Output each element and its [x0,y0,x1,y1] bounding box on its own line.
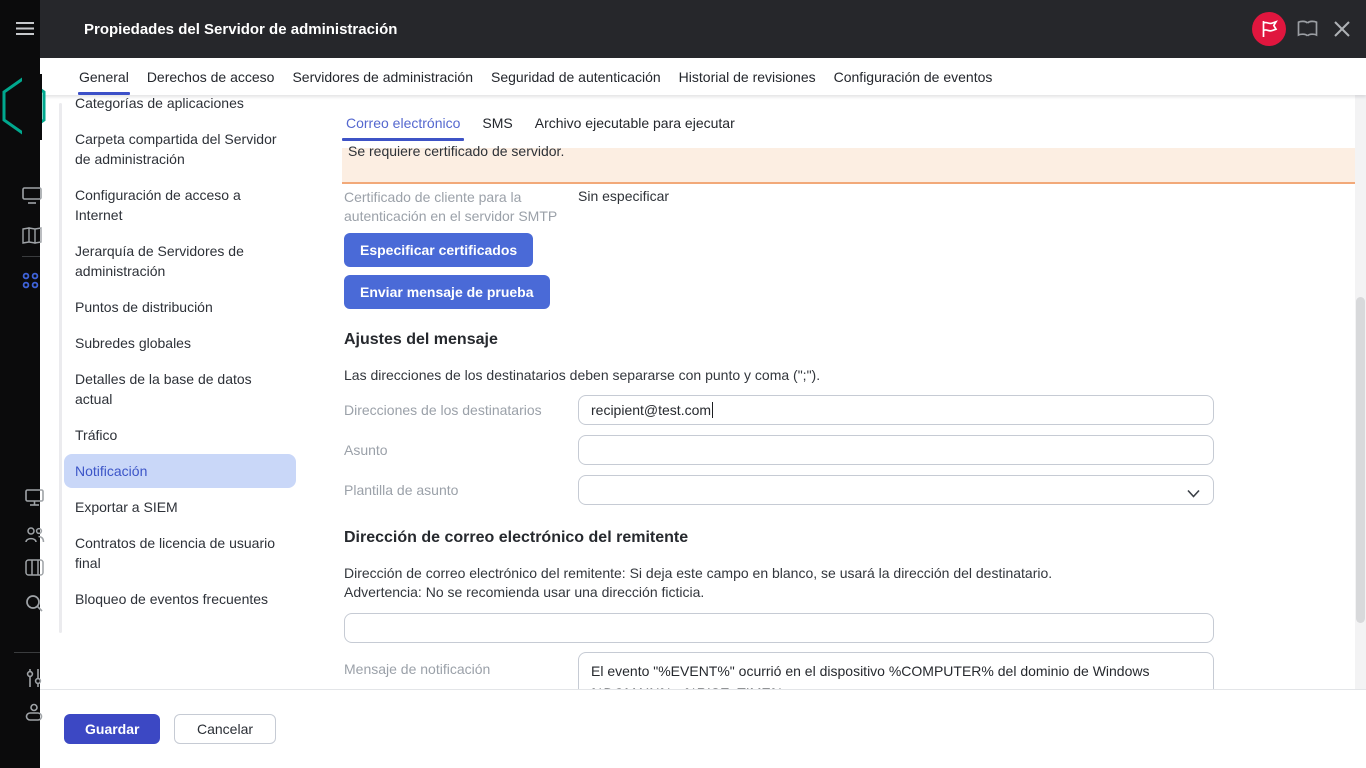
notification-panel [344,95,1366,689]
nav-item-subredes-globales[interactable]: Subredes globales [75,335,191,351]
hamburger-menu-icon[interactable] [16,21,34,36]
nav-item-carpeta-compartida[interactable]: Carpeta compartida del Servidor de administración [75,131,277,167]
notification-message-line1: El evento "%EVENT%" ocurrió en el dispositivo %COMPUTER% del dominio de Windows [591,663,1150,679]
sender-heading: Dirección de correo electrónico del remitente [344,529,689,546]
nav-item-notificacion[interactable]: Notificación [64,454,296,488]
user-account-icon[interactable] [25,703,43,721]
vertical-scrollbar-track [1355,95,1366,689]
chevron-down-icon [1187,485,1200,501]
map-book-icon[interactable] [22,227,42,243]
nav-item-puntos-de-distribucion[interactable]: Puntos de distribución [75,299,213,315]
nav-item-detalles-base-de-datos[interactable]: Detalles de la base de datos actual [75,371,252,407]
tab-historial-de-revisiones[interactable]: Historial de revisiones [678,68,816,85]
tab-seguridad-de-autenticacion[interactable]: Seguridad de autenticación [490,68,661,85]
vertical-scrollbar-thumb[interactable] [1356,297,1365,623]
dialog-footer [40,689,1366,768]
window-titlebar [40,0,1366,58]
settings-sliders-icon[interactable] [25,669,43,687]
recipients-hint: Las direcciones de los destinatarios deben separarse con punto y coma (";"). [344,367,821,383]
nav-item-jerarquia-servidores[interactable]: Jerarquía de Servidores de administración [75,243,244,279]
close-icon[interactable] [1333,20,1351,41]
window-title: Propiedades del Servidor de administración [84,21,398,38]
documentation-book-icon[interactable] [1297,20,1318,40]
notification-subtabs [344,105,737,141]
nav-item-bloqueo-eventos-frecuentes[interactable]: Bloqueo de eventos frecuentes [75,591,269,607]
sender-address-input[interactable] [344,613,1214,643]
subtab-sms[interactable]: SMS [482,115,513,131]
tab-derechos-de-acceso[interactable]: Derechos de acceso [146,68,275,85]
subject-label: Asunto [344,442,388,458]
devices-icon[interactable] [22,187,42,204]
logo-clip-overlay [22,74,42,140]
users-icon[interactable] [25,526,44,543]
sender-description-line1: Dirección de correo electrónico del remitente: Si deja este campo en blanco, se usará la dirección del destinatario. [344,565,1053,581]
rail-divider [14,652,40,653]
client-certificate-label: Certificado de cliente para la autenticación en el servidor SMTP [344,189,558,224]
nav-item-configuracion-acceso-internet[interactable]: Configuración de acceso a Internet [75,187,241,223]
specify-certificates-button[interactable]: Especificar certificados [344,233,533,267]
subject-template-select[interactable] [578,475,1214,505]
save-button[interactable]: Guardar [64,714,160,744]
settings-nav [64,95,296,618]
cancel-button[interactable]: Cancelar [174,714,276,744]
monitor-icon[interactable] [25,489,44,506]
message-settings-heading: Ajustes del mensaje [344,331,498,348]
tab-configuracion-de-eventos[interactable]: Configuración de eventos [833,68,993,85]
subtab-correo-electronico[interactable]: Correo electrónico [344,105,462,141]
tab-servidores-de-administracion[interactable]: Servidores de administración [292,68,473,85]
banner-text: Se requiere certificado de servidor. [348,143,565,159]
rail-divider [22,256,40,257]
tab-general[interactable]: General [78,58,130,95]
sender-description-line2: Advertencia: No se recomienda usar una dirección ficticia. [344,584,705,600]
nav-item-trafico[interactable]: Tráfico [75,427,118,443]
flag-badge-icon[interactable] [1252,12,1286,46]
nav-item-exportar-a-siem[interactable]: Exportar a SIEM [75,499,178,515]
main-tab-bar [40,58,1366,95]
recipients-label: Direcciones de los destinatarios [344,402,542,418]
client-certificate-value: Sin especificar [578,188,670,204]
subject-template-label: Plantilla de asunto [344,482,459,498]
nav-item-contratos-licencia[interactable]: Contratos de licencia de usuario final [75,535,276,571]
notification-message-label: Mensaje de notificación [344,661,491,677]
nav-item-categorias-de-aplicaciones[interactable]: Categorías de aplicaciones [75,95,244,111]
search-icon[interactable] [25,594,43,612]
recipients-input-value: recipient@test.com [591,402,712,418]
app-rail [0,0,40,768]
nav-scrollbar[interactable] [59,103,62,633]
servers-icon[interactable] [25,559,44,576]
content-area [40,95,1366,689]
apps-grid-icon[interactable] [22,272,40,290]
text-caret [712,402,713,418]
subtab-archivo-ejecutable[interactable]: Archivo ejecutable para ejecutar [534,115,735,131]
certificate-warning-banner [342,143,1355,184]
subject-input[interactable] [578,435,1214,465]
recipients-input[interactable] [578,395,1214,425]
send-test-message-button[interactable]: Enviar mensaje de prueba [344,275,550,309]
